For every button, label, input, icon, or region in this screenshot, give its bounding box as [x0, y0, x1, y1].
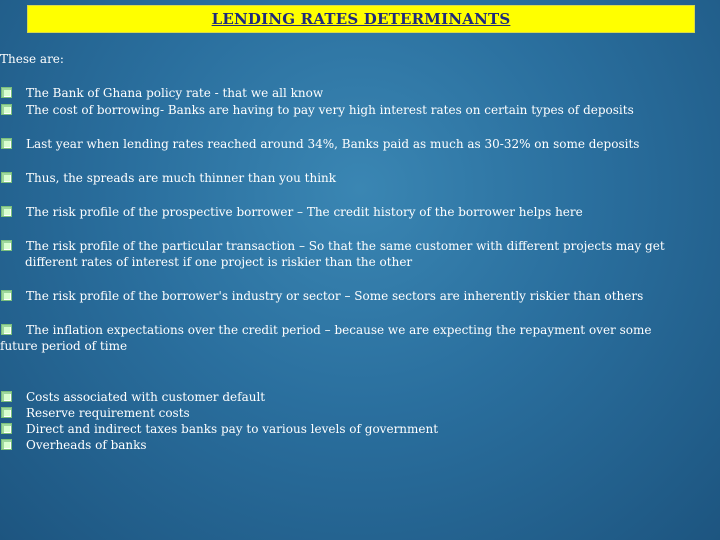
bullet-item: Last year when lending rates reached around 34%, Banks paid as much as 30-32% on some deposits: [0, 136, 639, 152]
bullet-continuation: future period of time: [0, 339, 128, 353]
bullet-continuation: different rates of interest if one project is riskier than the other: [25, 255, 413, 269]
bullet-item: Reserve requirement costs: [0, 405, 190, 421]
checkbox-bullet-icon: [1, 439, 12, 450]
bullet-item: Thus, the spreads are much thinner than you think: [0, 170, 336, 186]
bullet-item: The risk profile of the particular transaction – So that the same customer with different projects may get: [0, 238, 665, 254]
bullet-item: The Bank of Ghana policy rate - that we all know: [0, 85, 323, 101]
checkbox-bullet-icon: [1, 407, 12, 418]
checkbox-bullet-icon: [1, 324, 12, 335]
checkbox-bullet-icon: [1, 206, 12, 217]
checkbox-bullet-icon: [1, 423, 12, 434]
bullet-item: Overheads of banks: [0, 437, 147, 453]
bullet-item: Direct and indirect taxes banks pay to various levels of government: [0, 421, 438, 437]
checkbox-bullet-icon: [1, 87, 12, 98]
bullet-item: The inflation expectations over the credit period – because we are expecting the repayment over some: [0, 322, 651, 338]
checkbox-bullet-icon: [1, 290, 12, 301]
checkbox-bullet-icon: [1, 104, 12, 115]
bullet-item: The risk profile of the borrower's industry or sector – Some sectors are inherently riskier than others: [0, 288, 643, 304]
checkbox-bullet-icon: [1, 391, 12, 402]
checkbox-bullet-icon: [1, 138, 12, 149]
intro-text: These are:: [0, 52, 64, 66]
bullet-item: The cost of borrowing- Banks are having to pay very high interest rates on certain types of deposits: [0, 102, 634, 118]
title-bar: [27, 5, 695, 33]
checkbox-bullet-icon: [1, 172, 12, 183]
bullet-item: Costs associated with customer default: [0, 389, 265, 405]
checkbox-bullet-icon: [1, 240, 12, 251]
bullet-item: The risk profile of the prospective borrower – The credit history of the borrower helps here: [0, 204, 583, 220]
slide-title: LENDING RATES DETERMINANTS: [211, 10, 511, 28]
